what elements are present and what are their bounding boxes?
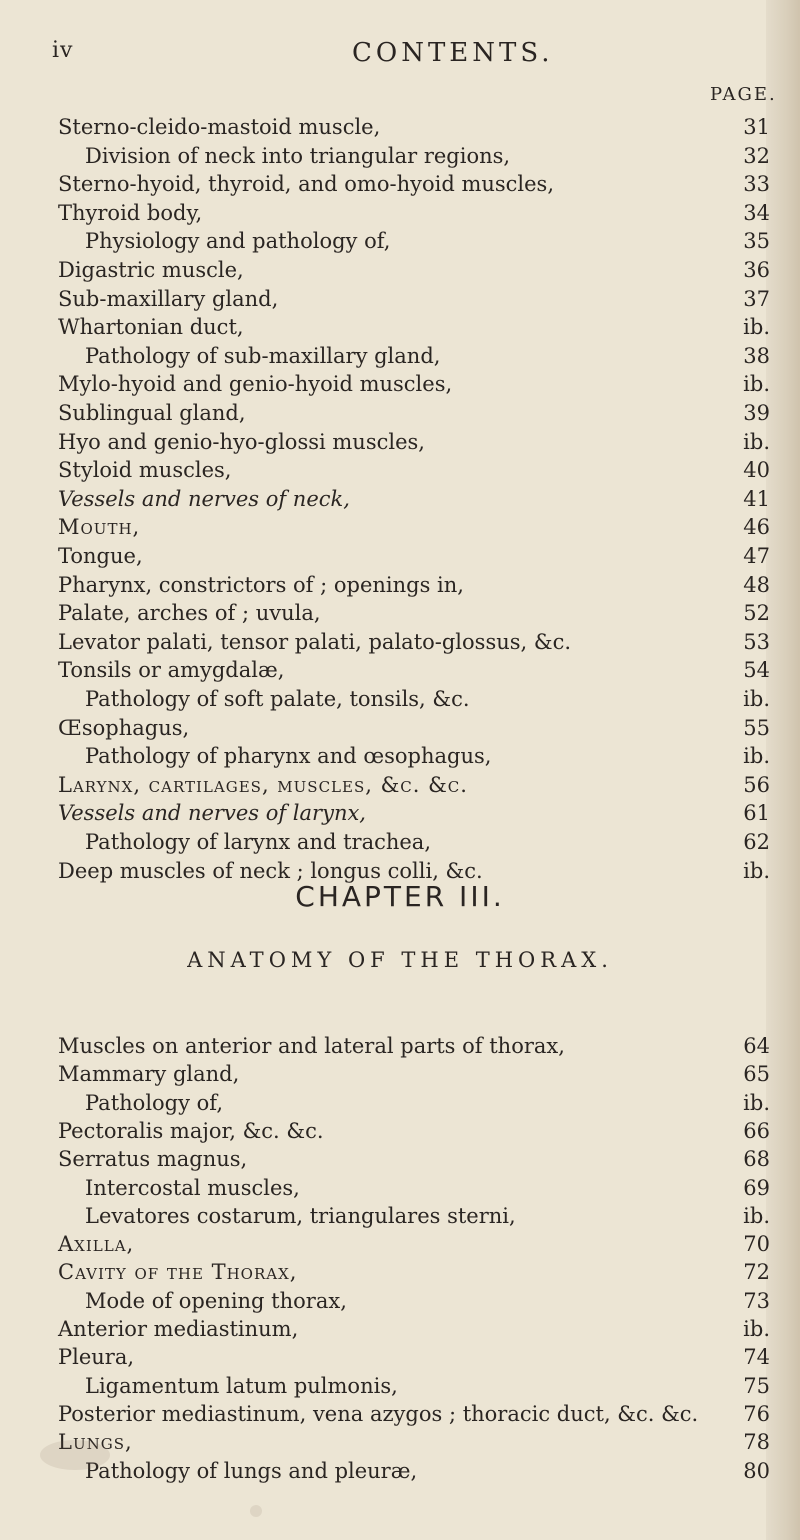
contents-entry (58, 1316, 770, 1342)
entry-page-number: 32 (743, 143, 770, 168)
running-head: CONTENTS. (352, 38, 554, 68)
entry-title: Deep muscles of neck ; longus colli, &c. (58, 858, 483, 883)
entry-title: Pectoralis major, &c. &c. (58, 1118, 324, 1143)
entry-title: Physiology and pathology of, (85, 229, 391, 254)
contents-entry (85, 1458, 770, 1484)
entry-title: Lungs, (58, 1430, 133, 1455)
entry-title: Vessels and nerves of neck, (58, 486, 350, 511)
entry-title: Thyroid body, (58, 200, 203, 225)
contents-entry (58, 629, 770, 655)
entry-title: Mode of opening thorax, (85, 1288, 347, 1313)
entry-page-number: 33 (743, 172, 770, 197)
entry-page-number: ib. (743, 687, 770, 711)
contents-entry (85, 343, 770, 369)
page-column-label: PAGE. (710, 84, 777, 105)
contents-entry (58, 1429, 770, 1455)
paper-stain (250, 1505, 262, 1517)
entry-page-number: ib. (743, 372, 770, 397)
contents-entry (58, 1259, 770, 1285)
entry-title: Mouth, (58, 515, 141, 540)
entry-title: Tonsils or amygdalæ, (58, 658, 285, 683)
entry-page-number: 52 (743, 601, 770, 626)
contents-entry (58, 286, 770, 312)
entry-title: Pathology of, (85, 1090, 223, 1115)
entry-title: Levator palati, tensor palati, palato-glossus, &c. (58, 629, 572, 654)
contents-entry (58, 543, 770, 569)
contents-entry (85, 1090, 770, 1116)
entry-title: Pleura, (58, 1345, 135, 1370)
entry-page-number: 56 (743, 772, 770, 797)
entry-page-number: 47 (743, 544, 770, 568)
entry-page-number: 66 (743, 1118, 770, 1143)
entry-page-number: 35 (743, 229, 770, 254)
entry-page-number: ib. (743, 858, 770, 883)
contents-entry (85, 1373, 770, 1399)
entry-title: Sterno-hyoid, thyroid, and omo-hyoid muscles, (58, 172, 555, 197)
contents-entry (58, 1231, 770, 1257)
entry-page-number: ib. (743, 1317, 770, 1341)
contents-entry (58, 314, 770, 340)
entry-title: Levatores costarum, triangulares sterni, (85, 1203, 516, 1228)
entry-page-number: 48 (743, 572, 770, 597)
contents-entry (58, 400, 770, 426)
entry-title: Pathology of sub-maxillary gland, (85, 343, 441, 368)
entry-page-number: 73 (743, 1288, 770, 1313)
entry-page-number: ib. (743, 1203, 770, 1228)
entry-page-number: 54 (743, 658, 770, 683)
entry-page-number: 34 (743, 200, 770, 225)
entry-title: Sterno-cleido-mastoid muscle, (58, 115, 381, 139)
contents-entry (58, 486, 770, 512)
entry-page-number: 39 (743, 401, 770, 425)
entry-title: Muscles on anterior and lateral parts of thorax, (58, 1034, 565, 1058)
contents-entry (58, 800, 770, 826)
entry-page-number: 75 (743, 1373, 770, 1398)
contents-entry (85, 143, 770, 169)
entry-title: Sub-maxillary gland, (58, 286, 279, 311)
entry-title: Pathology of pharynx and œsophagus, (85, 744, 492, 769)
entry-page-number: 78 (743, 1430, 770, 1455)
contents-entry (85, 686, 770, 712)
entry-title: Palate, arches of ; uvula, (58, 601, 321, 626)
contents-entry (58, 1146, 770, 1172)
contents-entry (58, 1344, 770, 1370)
contents-entry (58, 457, 770, 483)
entry-page-number: 40 (743, 458, 770, 483)
entry-page-number: ib. (743, 1090, 770, 1115)
contents-entry (58, 257, 770, 283)
entry-page-number: ib. (743, 315, 770, 340)
entry-title: Pathology of larynx and trachea, (85, 830, 431, 854)
contents-entry (58, 572, 770, 598)
entry-page-number: ib. (743, 744, 770, 769)
entry-title: Pathology of lungs and pleuræ, (85, 1458, 418, 1483)
entry-title: Vessels and nerves of larynx, (58, 801, 366, 826)
entry-page-number: 38 (743, 343, 770, 368)
page-edge (766, 0, 800, 1540)
entry-title: Whartonian duct, (58, 315, 244, 340)
contents-entry (58, 371, 770, 397)
page-header (52, 38, 752, 72)
entry-page-number: 61 (743, 801, 770, 826)
page-number: iv (52, 38, 74, 63)
entry-page-number: 69 (743, 1175, 770, 1200)
entry-page-number: 65 (743, 1062, 770, 1087)
contents-entry (58, 171, 770, 197)
entry-page-number: 31 (743, 115, 770, 139)
entry-page-number: 70 (743, 1232, 770, 1257)
entry-title: Tongue, (58, 544, 143, 568)
entry-title: Hyo and genio-hyo-glossi muscles, (58, 429, 425, 454)
contents-entry (58, 1118, 770, 1144)
entry-page-number: 68 (743, 1147, 770, 1172)
entry-title: Pathology of soft palate, tonsils, &c. (85, 687, 470, 711)
contents-entry (58, 200, 770, 226)
entry-title: Larynx, cartilages, muscles, &c. &c. (58, 772, 468, 797)
paper-stain (40, 1440, 110, 1470)
entry-page-number: 36 (743, 258, 770, 282)
contents-entry (85, 743, 770, 769)
entry-page-number: 64 (743, 1034, 770, 1058)
contents-entry (85, 829, 770, 855)
entry-title: Digastric muscle, (58, 258, 244, 282)
chapter-title: CHAPTER III. (295, 880, 505, 913)
contents-entry (58, 772, 770, 798)
contents-entry (58, 1061, 770, 1087)
entry-title: Anterior mediastinum, (58, 1317, 299, 1341)
entry-title: Styloid muscles, (58, 458, 232, 483)
entry-title: Mammary gland, (58, 1062, 240, 1087)
entry-page-number: 62 (743, 830, 770, 854)
entry-page-number: 80 (743, 1458, 770, 1483)
contents-entry (58, 114, 770, 140)
entry-title: Serratus magnus, (58, 1147, 248, 1172)
entry-page-number: 74 (743, 1345, 770, 1370)
entry-page-number: 53 (743, 629, 770, 654)
contents-entry (58, 514, 770, 540)
entry-title: Cavity of the Thorax, (58, 1260, 298, 1285)
entry-title: Posterior mediastinum, vena azygos ; thoracic duct, &c. &c. (58, 1401, 699, 1426)
entry-title: Œsophagus, (58, 715, 190, 740)
chapter-subtitle: ANATOMY OF THE THORAX. (187, 948, 613, 972)
contents-entry (58, 1033, 770, 1059)
entry-title: Axilla, (58, 1232, 135, 1257)
entry-title: Pharynx, constrictors of ; openings in, (58, 572, 464, 597)
entry-title: Sublingual gland, (58, 401, 246, 425)
contents-entry (58, 1401, 770, 1427)
contents-entry (58, 429, 770, 455)
contents-entry (85, 1288, 770, 1314)
entry-title: Ligamentum latum pulmonis, (85, 1373, 398, 1398)
contents-entry (58, 715, 770, 741)
entry-title: Intercostal muscles, (85, 1175, 300, 1200)
contents-entry (85, 1175, 770, 1201)
contents-entry (58, 657, 770, 683)
entry-page-number: 41 (743, 486, 770, 511)
entry-page-number: 55 (743, 715, 770, 740)
entry-page-number: ib. (743, 429, 770, 454)
entry-page-number: 37 (743, 286, 770, 311)
contents-entry (85, 1203, 770, 1229)
contents-entry (58, 600, 770, 626)
entry-page-number: 46 (743, 515, 770, 540)
entry-title: Division of neck into triangular regions, (85, 143, 511, 168)
contents-entry (85, 228, 770, 254)
entry-title: Mylo-hyoid and genio-hyoid muscles, (58, 372, 453, 397)
entry-page-number: 72 (743, 1260, 770, 1285)
entry-page-number: 76 (743, 1401, 770, 1426)
